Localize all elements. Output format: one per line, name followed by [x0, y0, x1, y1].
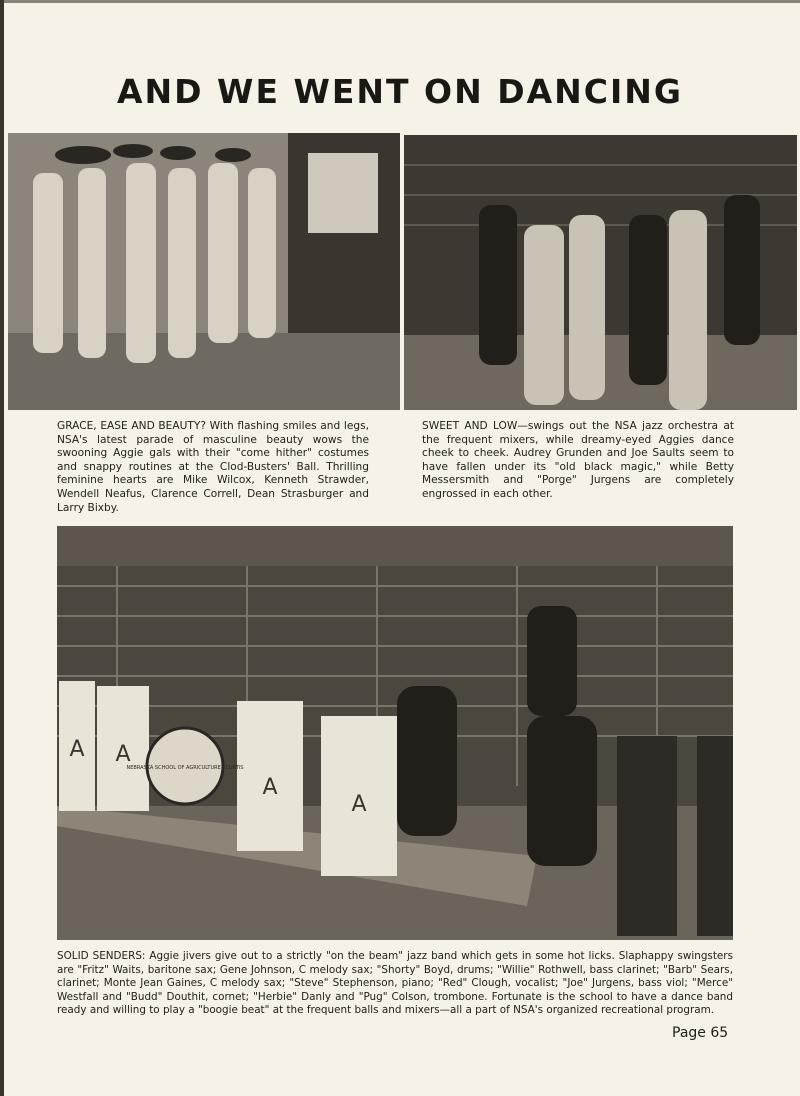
caption-top-right: SWEET AND LOW—swings out the NSA jazz orchestra at the frequent mixers, while dreamy-eyed Aggies dance cheek to cheek. Audrey Grunden and Joe Saults seem to have fallen under its "old black magic," while Betty Messersmith and "Porge" Jurgens are completely engrossed in each other. — [422, 420, 734, 500]
caption-top-left: GRACE, EASE AND BEAUTY? With flashing smiles and legs, NSA's latest parade of masculine beauty wows the swooning Aggie gals with their "come hither" costumes and snappy routines at the Clod-Busters' Ball. Thrilling feminine hearts are Mike Wilcox, Kenneth Strawder, Wendell Neafus, Clarence Correll, Dean Strasburger and Larry Bixby. — [57, 420, 369, 514]
photo-dancing-couples — [404, 135, 797, 410]
photo-chorus-line — [8, 133, 400, 410]
stand-letter: A — [262, 775, 278, 800]
stand-letter: A — [351, 792, 367, 817]
caption-bottom: SOLID SENDERS: Aggie jivers give out to a strictly "on the beam" jazz band which gets in some hot licks. Slaphappy swingsters are "Fritz" Waits, baritone sax; Gene Johnson, C melody sax; "Shorty" Boyd, drums; "Willie" Rothwell, bass clarinet; "Barb" Sears, clarinet; Monte Jean Gaines, C melody sax; "Steve" Stephenson, piano; "Red" Clough, vocalist; "Joe" Jurgens, bass viol; "Merce" Westfall and "Budd" Douthit, cornet; "Herbie" Danly and "Pug" Colson, trombone. Fortunate is the school to have a dance band ready and willing to play a "boogie beat" at the frequent balls and mixers—all a part of NSA's organized recreational program. — [57, 950, 733, 1017]
photo-jazz-band — [57, 526, 733, 940]
stand-letter: A — [115, 742, 131, 767]
page-binding-edge — [0, 0, 4, 1096]
page-top-edge — [0, 0, 800, 3]
drum-head-text: NEBRASKA SCHOOL OF AGRICULTURE · CURTIS — [126, 765, 244, 771]
page-number: Page 65 — [672, 1025, 729, 1041]
stand-letter: A — [69, 737, 85, 762]
page-title: AND WE WENT ON DANCING — [117, 72, 683, 111]
